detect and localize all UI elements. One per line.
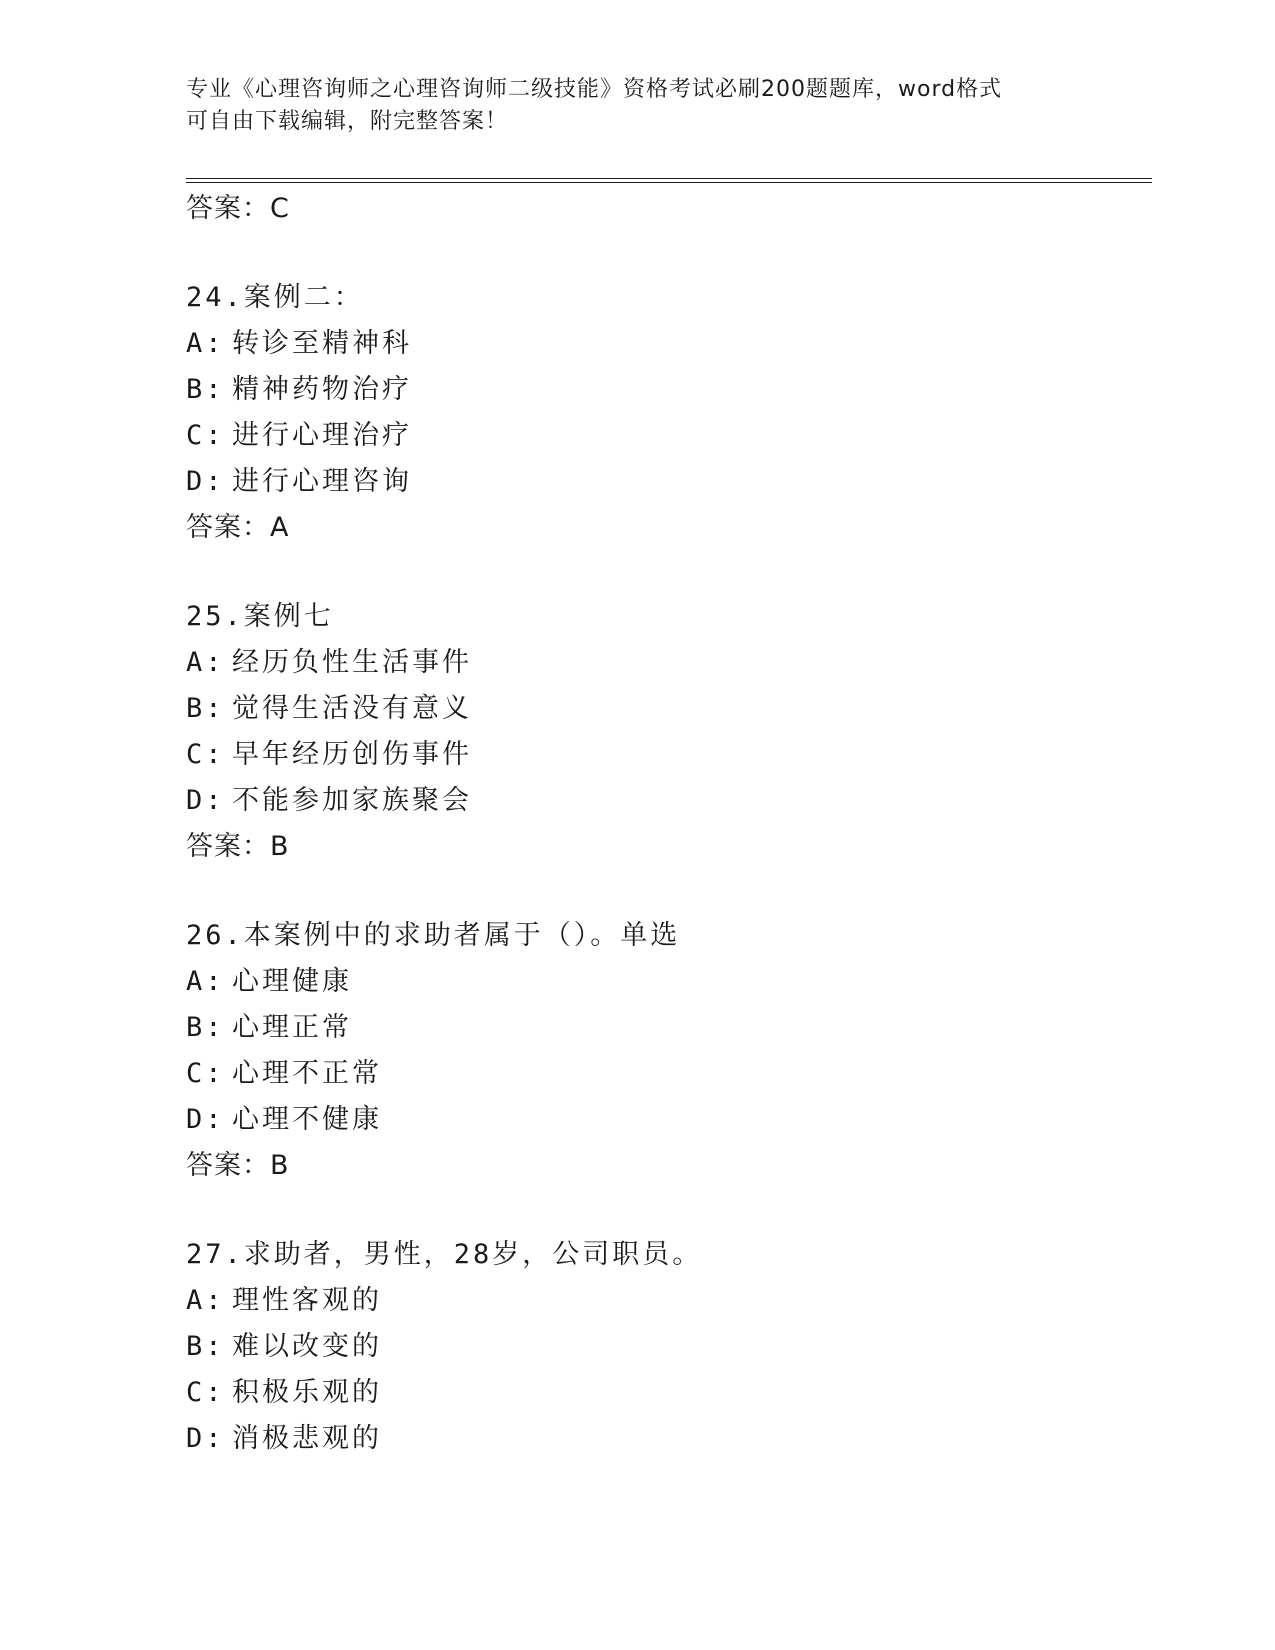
option-key: C: (186, 739, 225, 770)
option-text: 精神药物治疗 (232, 374, 412, 405)
previous-answer: 答案：C (186, 193, 290, 224)
questions-container (186, 232, 1152, 1462)
option-text: 心理正常 (232, 1012, 352, 1043)
option-key: D: (186, 466, 225, 497)
question-title: 24.案例二： (186, 282, 364, 313)
option-d (186, 459, 1152, 505)
option-text: 不能参加家族聚会 (232, 785, 472, 816)
option-text: 进行心理咨询 (232, 466, 412, 497)
option-text: 心理健康 (232, 966, 352, 997)
option-text: 早年经历创伤事件 (232, 739, 472, 770)
option-d (186, 1416, 1152, 1462)
option-a (186, 640, 1152, 686)
option-text: 转诊至精神科 (232, 328, 412, 359)
option-key: A: (186, 966, 225, 997)
option-text: 进行心理治疗 (232, 420, 412, 451)
option-text: 心理不正常 (232, 1058, 382, 1089)
option-key: A: (186, 647, 225, 678)
option-text: 经历负性生活事件 (232, 647, 472, 678)
question-title: 27.求助者，男性，28岁，公司职员。 (186, 1239, 703, 1270)
option-b (186, 367, 1152, 413)
question-spacer (186, 1189, 1152, 1232)
answer-line: 答案：B (186, 1150, 290, 1181)
option-b (186, 1005, 1152, 1051)
option-key: D: (186, 1104, 225, 1135)
option-key: C: (186, 1058, 225, 1089)
question-list (186, 186, 1152, 1462)
option-a (186, 959, 1152, 1005)
question-item (186, 594, 1152, 870)
option-key: C: (186, 1377, 225, 1408)
option-c (186, 413, 1152, 459)
answer-line: 答案：B (186, 831, 290, 862)
question-item (186, 275, 1152, 551)
option-key: B: (186, 693, 225, 724)
header-divider (186, 178, 1152, 183)
question-title: 26.本案例中的求助者属于（）。单选 (186, 920, 681, 951)
option-c (186, 1051, 1152, 1097)
question-spacer (186, 232, 1152, 275)
header-line-1: 专业《心理咨询师之心理咨询师二级技能》资格考试必刷200题题库，word格式 (186, 77, 1003, 102)
option-key: A: (186, 328, 225, 359)
option-text: 消极悲观的 (232, 1423, 382, 1454)
option-key: A: (186, 1285, 225, 1316)
option-text: 心理不健康 (232, 1104, 382, 1135)
answer-line: 答案：A (186, 512, 290, 543)
option-d (186, 778, 1152, 824)
option-key: C: (186, 420, 225, 451)
option-c (186, 732, 1152, 778)
option-d (186, 1097, 1152, 1143)
option-text: 理性客观的 (232, 1285, 382, 1316)
option-key: D: (186, 785, 225, 816)
option-b (186, 686, 1152, 732)
option-key: B: (186, 1012, 225, 1043)
option-b (186, 1324, 1152, 1370)
question-title: 25.案例七 (186, 601, 334, 632)
option-key: B: (186, 374, 225, 405)
option-key: D: (186, 1423, 225, 1454)
option-text: 难以改变的 (232, 1331, 382, 1362)
header-line-2: 可自由下载编辑，附完整答案！ (186, 109, 509, 134)
question-spacer (186, 870, 1152, 913)
option-text: 积极乐观的 (232, 1377, 382, 1408)
option-c (186, 1370, 1152, 1416)
option-text: 觉得生活没有意义 (232, 693, 472, 724)
option-a (186, 321, 1152, 367)
question-item (186, 1232, 1152, 1462)
question-spacer (186, 551, 1152, 594)
question-item (186, 913, 1152, 1189)
option-a (186, 1278, 1152, 1324)
document-header (186, 74, 1086, 138)
option-key: B: (186, 1331, 225, 1362)
